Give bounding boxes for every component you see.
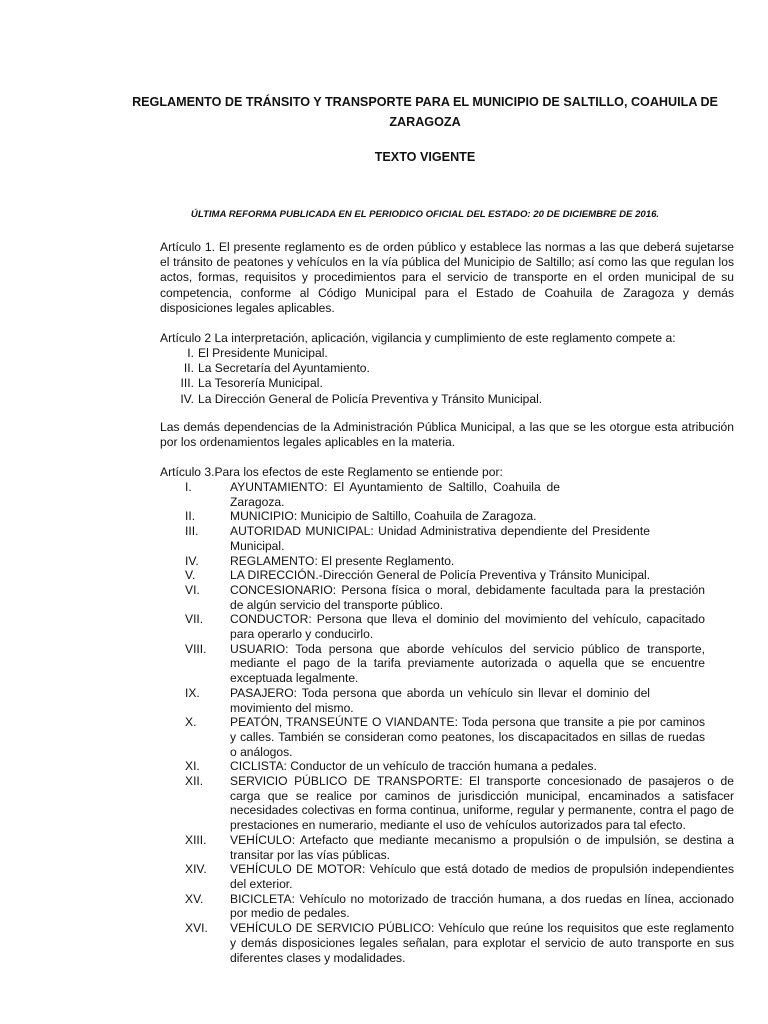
document-title xyxy=(110,92,740,132)
article-3-definitions xyxy=(160,480,734,965)
list-item-text: La Secretaría del Ayuntamiento. xyxy=(198,361,370,376)
list-item-text: El Presidente Municipal. xyxy=(198,346,328,360)
definition-text: BICICLETA: Vehículo no motorizado de tracción humana, a dos ruedas en línea, accionado por medio de pedales. xyxy=(230,891,734,921)
article-3-intro: Artículo 3.Para los efectos de este Reglamento se entiende por: xyxy=(160,465,503,479)
definition-text: CONCESIONARIO: Persona física o moral, debidamente facultada para la prestación de algún servicio del transporte público. xyxy=(230,582,705,612)
definition-item xyxy=(160,759,734,774)
list-item xyxy=(160,346,734,361)
definition-text: VEHÍCULO: Artefacto que mediante mecanismo a propulsión o de impulsión, se destina a transitar por las vías públicas. xyxy=(230,832,734,862)
definition-number: IV. xyxy=(185,553,199,568)
article-2-extra: Las demás dependencias de la Administración Pública Municipal, a las que se les otorgue esta atribución por los ordenamientos legales aplicables en la materia. xyxy=(160,420,734,450)
definition-number: XII. xyxy=(185,774,204,789)
definition-number: XIV. xyxy=(185,862,207,877)
definition-item xyxy=(160,833,734,862)
list-item-text: La Dirección General de Policía Preventiva y Tránsito Municipal. xyxy=(198,391,543,406)
definition-number: XVI. xyxy=(185,921,208,936)
definition-number: IX. xyxy=(185,685,200,700)
list-item xyxy=(160,376,734,391)
definition-text: CONDUCTOR: Persona que lleva el dominio del movimiento del vehículo, capacitado para operarlo y conducirlo. xyxy=(230,612,705,642)
definition-text: PASAJERO: Toda persona que aborda un vehículo sin llevar el dominio del movimiento del mismo. xyxy=(230,685,650,715)
definition-item xyxy=(160,921,734,965)
definition-number: XV. xyxy=(185,891,204,906)
definition-text: CICLISTA: Conductor de un vehículo de tracción humana a pedales. xyxy=(230,759,597,774)
title-line-1: REGLAMENTO DE TRÁNSITO Y TRANSPORTE PARA EL MUNICIPIO DE SALTILLO, COAHUILA DE xyxy=(132,95,718,109)
definition-item xyxy=(160,554,734,569)
definition-item xyxy=(160,774,734,833)
definition-number: V. xyxy=(185,568,196,583)
definition-text: MUNICIPIO: Municipio de Saltillo, Coahuila de Zaragoza. xyxy=(230,509,537,524)
definition-item xyxy=(160,715,734,759)
definition-item xyxy=(160,583,734,612)
definition-text: REGLAMENTO: El presente Reglamento. xyxy=(230,553,455,568)
definition-number: I. xyxy=(185,480,192,494)
article-2-intro: Artículo 2 La interpretación, aplicación, vigilancia y cumplimiento de este reglamento compete a: xyxy=(160,331,676,345)
list-item-number: II. xyxy=(183,361,194,376)
list-item-number: IV. xyxy=(180,391,194,406)
definition-text: PEATÓN, TRANSEÚNTE O VIANDANTE: Toda persona que transite a pie por caminos y calles. También se consideran como peatones, los discapacitados en sillas de ruedas o análogos. xyxy=(230,715,705,759)
definition-number: X. xyxy=(185,715,197,730)
list-item xyxy=(160,392,734,407)
definition-number: XI. xyxy=(185,759,200,774)
definition-item xyxy=(160,480,734,509)
definition-item xyxy=(160,509,734,524)
definition-text: VEHÍCULO DE SERVICIO PÚBLICO: Vehículo que reúne los requisitos que este reglamento y demás disposiciones legales señalan, para explotar el servicio de auto transporte en sus diferentes clases y modalidades. xyxy=(230,921,734,965)
definition-number: II. xyxy=(185,509,196,524)
list-item-number: III. xyxy=(180,376,194,391)
definition-item xyxy=(160,612,734,641)
definition-item xyxy=(160,524,734,553)
definition-item xyxy=(160,642,734,686)
list-item xyxy=(160,361,734,376)
definition-item xyxy=(160,568,734,583)
definition-item xyxy=(160,686,734,715)
list-item-text: La Tesorería Municipal. xyxy=(198,376,323,391)
definition-number: VII. xyxy=(185,612,204,627)
definition-text: AYUNTAMIENTO: El Ayuntamiento de Saltillo, Coahuila de Zaragoza. xyxy=(230,480,560,509)
definition-number: VIII. xyxy=(185,641,207,656)
title-line-2: ZARAGOZA xyxy=(389,115,461,129)
definition-number: VI. xyxy=(185,582,200,597)
article-2-list xyxy=(160,346,734,407)
definition-text: VEHÍCULO DE MOTOR: Vehículo que está dotado de medios de propulsión independientes del exterior. xyxy=(230,862,734,891)
definition-text: LA DIRECCIÓN.-Dirección General de Policía Preventiva y Tránsito Municipal. xyxy=(230,568,651,583)
definition-item xyxy=(160,862,734,891)
definition-text: SERVICIO PÚBLICO DE TRANSPORTE: El transporte concesionado de pasajeros o de carga que se realice por caminos de jurisdicción municipal, encaminados a satisfacer necesidades colectivas en forma continua, uniforme, regular y permanente, contra el pago de prestaciones en numerario, mediante el uso de vehículos autorizados para tal efecto. xyxy=(230,774,734,833)
definition-number: III. xyxy=(185,524,199,539)
definition-text: USUARIO: Toda persona que aborde vehículos del servicio público de transporte, mediante el pago de la tarifa previamente autorizada o aquella que se encuentre exceptuada legalmente. xyxy=(230,641,705,686)
definition-text: AUTORIDAD MUNICIPAL: Unidad Administrativa dependiente del Presidente Municipal. xyxy=(230,524,650,553)
article-1: Artículo 1. El presente reglamento es de orden público y establece las normas a las que deberá sujetarse el tránsito de peatones y vehículos en la vía pública del Municipio de Saltillo; así como las que regulan los actos, formas, requisitos y procedimientos para el servicio de transporte en el orden municipal de su competencia, conforme al Código Municipal para el Estado de Coahuila de Zaragoza y demás disposiciones legales aplicables. xyxy=(160,240,734,315)
definition-item xyxy=(160,892,734,921)
definition-number: XIII. xyxy=(185,832,207,847)
document-subtitle: TEXTO VIGENTE xyxy=(374,150,476,164)
last-reform-note: ÚLTIMA REFORMA PUBLICADA EN EL PERIODICO OFICIAL DEL ESTADO: 20 DE DICIEMBRE DE 2016. xyxy=(190,209,660,220)
list-item-number: I. xyxy=(187,346,194,360)
